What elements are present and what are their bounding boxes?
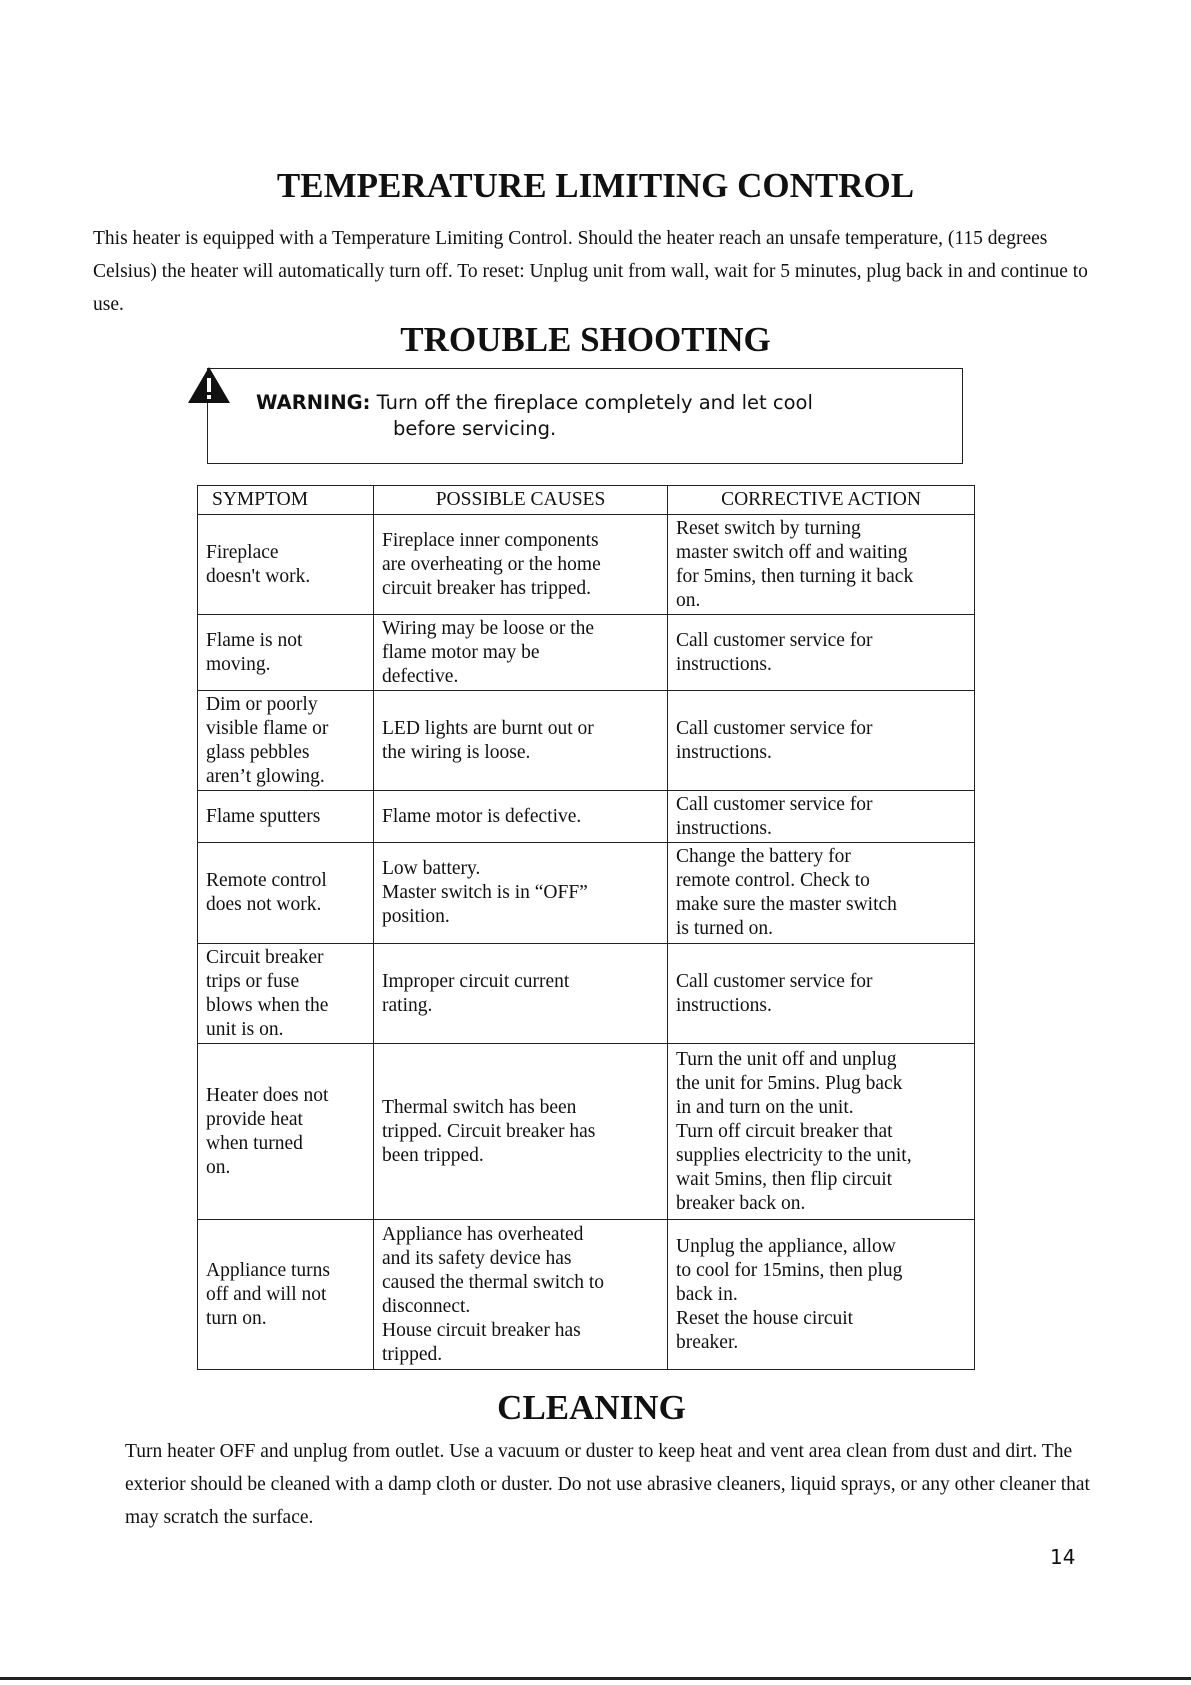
table-row [198,791,975,843]
table-row [198,1220,975,1370]
corrective-action-column-header: CORRECTIVE ACTION [668,486,975,515]
causes-cell: Improper circuit current rating. [374,944,668,1044]
table-row [198,615,975,691]
symptom-cell: Heater does not provide heat when turned on. [198,1044,374,1220]
table-header-row [198,486,975,515]
possible-causes-column-header: POSSIBLE CAUSES [374,486,668,515]
symptom-column-header: SYMPTOM [198,486,374,515]
warning-message [256,390,813,442]
symptom-cell: Appliance turns off and will not turn on. [198,1220,374,1370]
table-row [198,515,975,615]
symptom-cell: Remote control does not work. [198,843,374,944]
action-cell: Call customer service for instructions. [668,691,975,791]
table-row [198,944,975,1044]
trouble-shooting-heading: TROUBLE SHOOTING [400,320,771,359]
page-number: 14 [1050,1545,1076,1569]
causes-cell: LED lights are burnt out or the wiring is loose. [374,691,668,791]
symptom-cell: Fireplace doesn't work. [198,515,374,615]
warning-label: WARNING: [256,391,371,414]
bottom-rule [0,1677,1191,1680]
action-cell: Call customer service for instructions. [668,944,975,1044]
table-row [198,691,975,791]
symptom-cell: Flame is not moving. [198,615,374,691]
table-row [198,843,975,944]
action-cell: Call customer service for instructions. [668,615,975,691]
warning-line-2: before servicing. [393,417,557,440]
temperature-limiting-control-paragraph: This heater is equipped with a Temperature Limiting Control. Should the heater reach an unsafe temperature, (115 degrees Celsius) the heater will automatically turn off. To reset: Unplug unit from wall, wait for 5 minutes, plug back in and continue to use. [93,228,1088,315]
action-cell: Reset switch by turning master switch off and waiting for 5mins, then turning it back on. [668,515,975,615]
action-cell: Unplug the appliance, allow to cool for 15mins, then plug back in. Reset the house circuit breaker. [668,1220,975,1370]
causes-cell: Thermal switch has been tripped. Circuit breaker has been tripped. [374,1044,668,1220]
action-cell: Change the battery for remote control. Check to make sure the master switch is turned on. [668,843,975,944]
causes-cell: Flame motor is defective. [374,791,668,843]
warning-line-1: Turn off the fireplace completely and let cool [376,391,813,414]
causes-cell: Fireplace inner components are overheating or the home circuit breaker has tripped. [374,515,668,615]
symptom-cell: Dim or poorly visible flame or glass pebbles aren’t glowing. [198,691,374,791]
cleaning-paragraph: Turn heater OFF and unplug from outlet. Use a vacuum or duster to keep heat and vent area clean from dust and dirt. The exterior should be cleaned with a damp cloth or duster. Do not use abrasive cleaners, liquid sprays, or any other cleaner that may scratch the surface. [125,1441,1090,1528]
warning-triangle-icon [187,366,231,404]
action-cell: Call customer service for instructions. [668,791,975,843]
temperature-limiting-control-heading: TEMPERATURE LIMITING CONTROL [276,166,915,205]
troubleshooting-table [197,485,975,1370]
causes-cell: Low battery. Master switch is in “OFF” position. [374,843,668,944]
table-row [198,1044,975,1220]
causes-cell: Wiring may be loose or the flame motor may be defective. [374,615,668,691]
causes-cell: Appliance has overheated and its safety device has caused the thermal switch to disconnect. House circuit breaker has tripped. [374,1220,668,1370]
action-cell: Turn the unit off and unplug the unit for 5mins. Plug back in and turn on the unit. Turn off circuit breaker that supplies electricity to the unit, wait 5mins, then flip circuit breaker back on. [668,1044,975,1220]
cleaning-heading: CLEANING [497,1388,686,1427]
symptom-cell: Circuit breaker trips or fuse blows when the unit is on. [198,944,374,1044]
symptom-cell: Flame sputters [198,791,374,843]
